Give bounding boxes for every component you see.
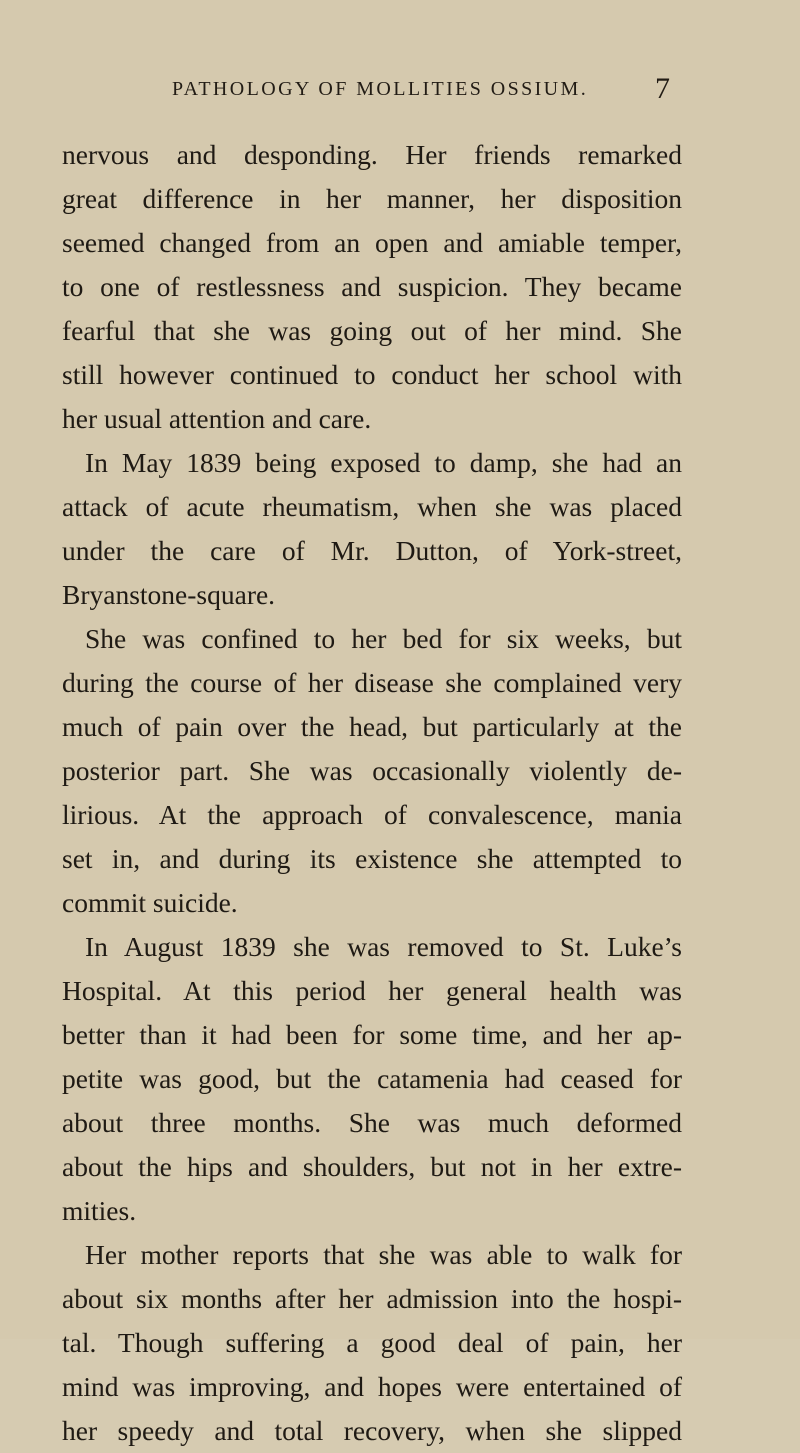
text-line: mities. <box>62 1195 137 1226</box>
text-line: about six months after her admission into the hospi- <box>62 1283 682 1314</box>
text-line: petite was good, but the catamenia had ceased for <box>62 1063 682 1094</box>
body-text <box>62 133 682 1453</box>
text-line: her usual attention and care. <box>62 403 372 434</box>
paragraph-first-line: In August 1839 she was removed to St. Luke’s <box>85 931 682 962</box>
text-line: nervous and desponding. Her friends remarked <box>62 139 682 170</box>
text-line: attack of acute rheumatism, when she was placed <box>62 491 682 522</box>
text-line: during the course of her disease she complained very <box>62 667 682 698</box>
text-line: about three months. She was much deformed <box>62 1107 682 1138</box>
text-line: great difference in her manner, her disposition <box>62 183 682 214</box>
page-number: 7 <box>655 72 670 105</box>
text-line: Hospital. At this period her general health was <box>62 975 682 1006</box>
text-line: under the care of Mr. Dutton, of York-street, <box>62 535 682 566</box>
paragraph-first-line: Her mother reports that she was able to walk for <box>85 1239 682 1270</box>
text-line: much of pain over the head, but particularly at the <box>62 711 682 742</box>
text-line: set in, and during its existence she attempted to <box>62 843 682 874</box>
text-line: lirious. At the approach of convalescence, mania <box>62 799 682 830</box>
text-line: tal. Though suffering a good deal of pain, her <box>62 1327 682 1358</box>
text-line: still however continued to conduct her school with <box>62 359 682 390</box>
paragraph-first-line: In May 1839 being exposed to damp, she had an <box>85 447 682 478</box>
running-title: PATHOLOGY OF MOLLITIES OSSIUM. <box>172 78 589 100</box>
text-line: posterior part. She was occasionally violently de- <box>62 755 682 786</box>
text-line: commit suicide. <box>62 887 238 918</box>
text-line: to one of restlessness and suspicion. They became <box>62 271 682 302</box>
text-line: her speedy and total recovery, when she slipped <box>62 1415 682 1446</box>
text-line: Bryanstone-square. <box>62 579 276 610</box>
text-line: better than it had been for some time, and her ap- <box>62 1019 682 1050</box>
text-line: seemed changed from an open and amiable temper, <box>62 227 682 258</box>
text-line: mind was improving, and hopes were entertained of <box>62 1371 682 1402</box>
paragraph-first-line: She was confined to her bed for six weeks, but <box>85 623 682 654</box>
text-line: fearful that she was going out of her mind. She <box>62 315 682 346</box>
text-line: about the hips and shoulders, but not in her extre- <box>62 1151 682 1182</box>
